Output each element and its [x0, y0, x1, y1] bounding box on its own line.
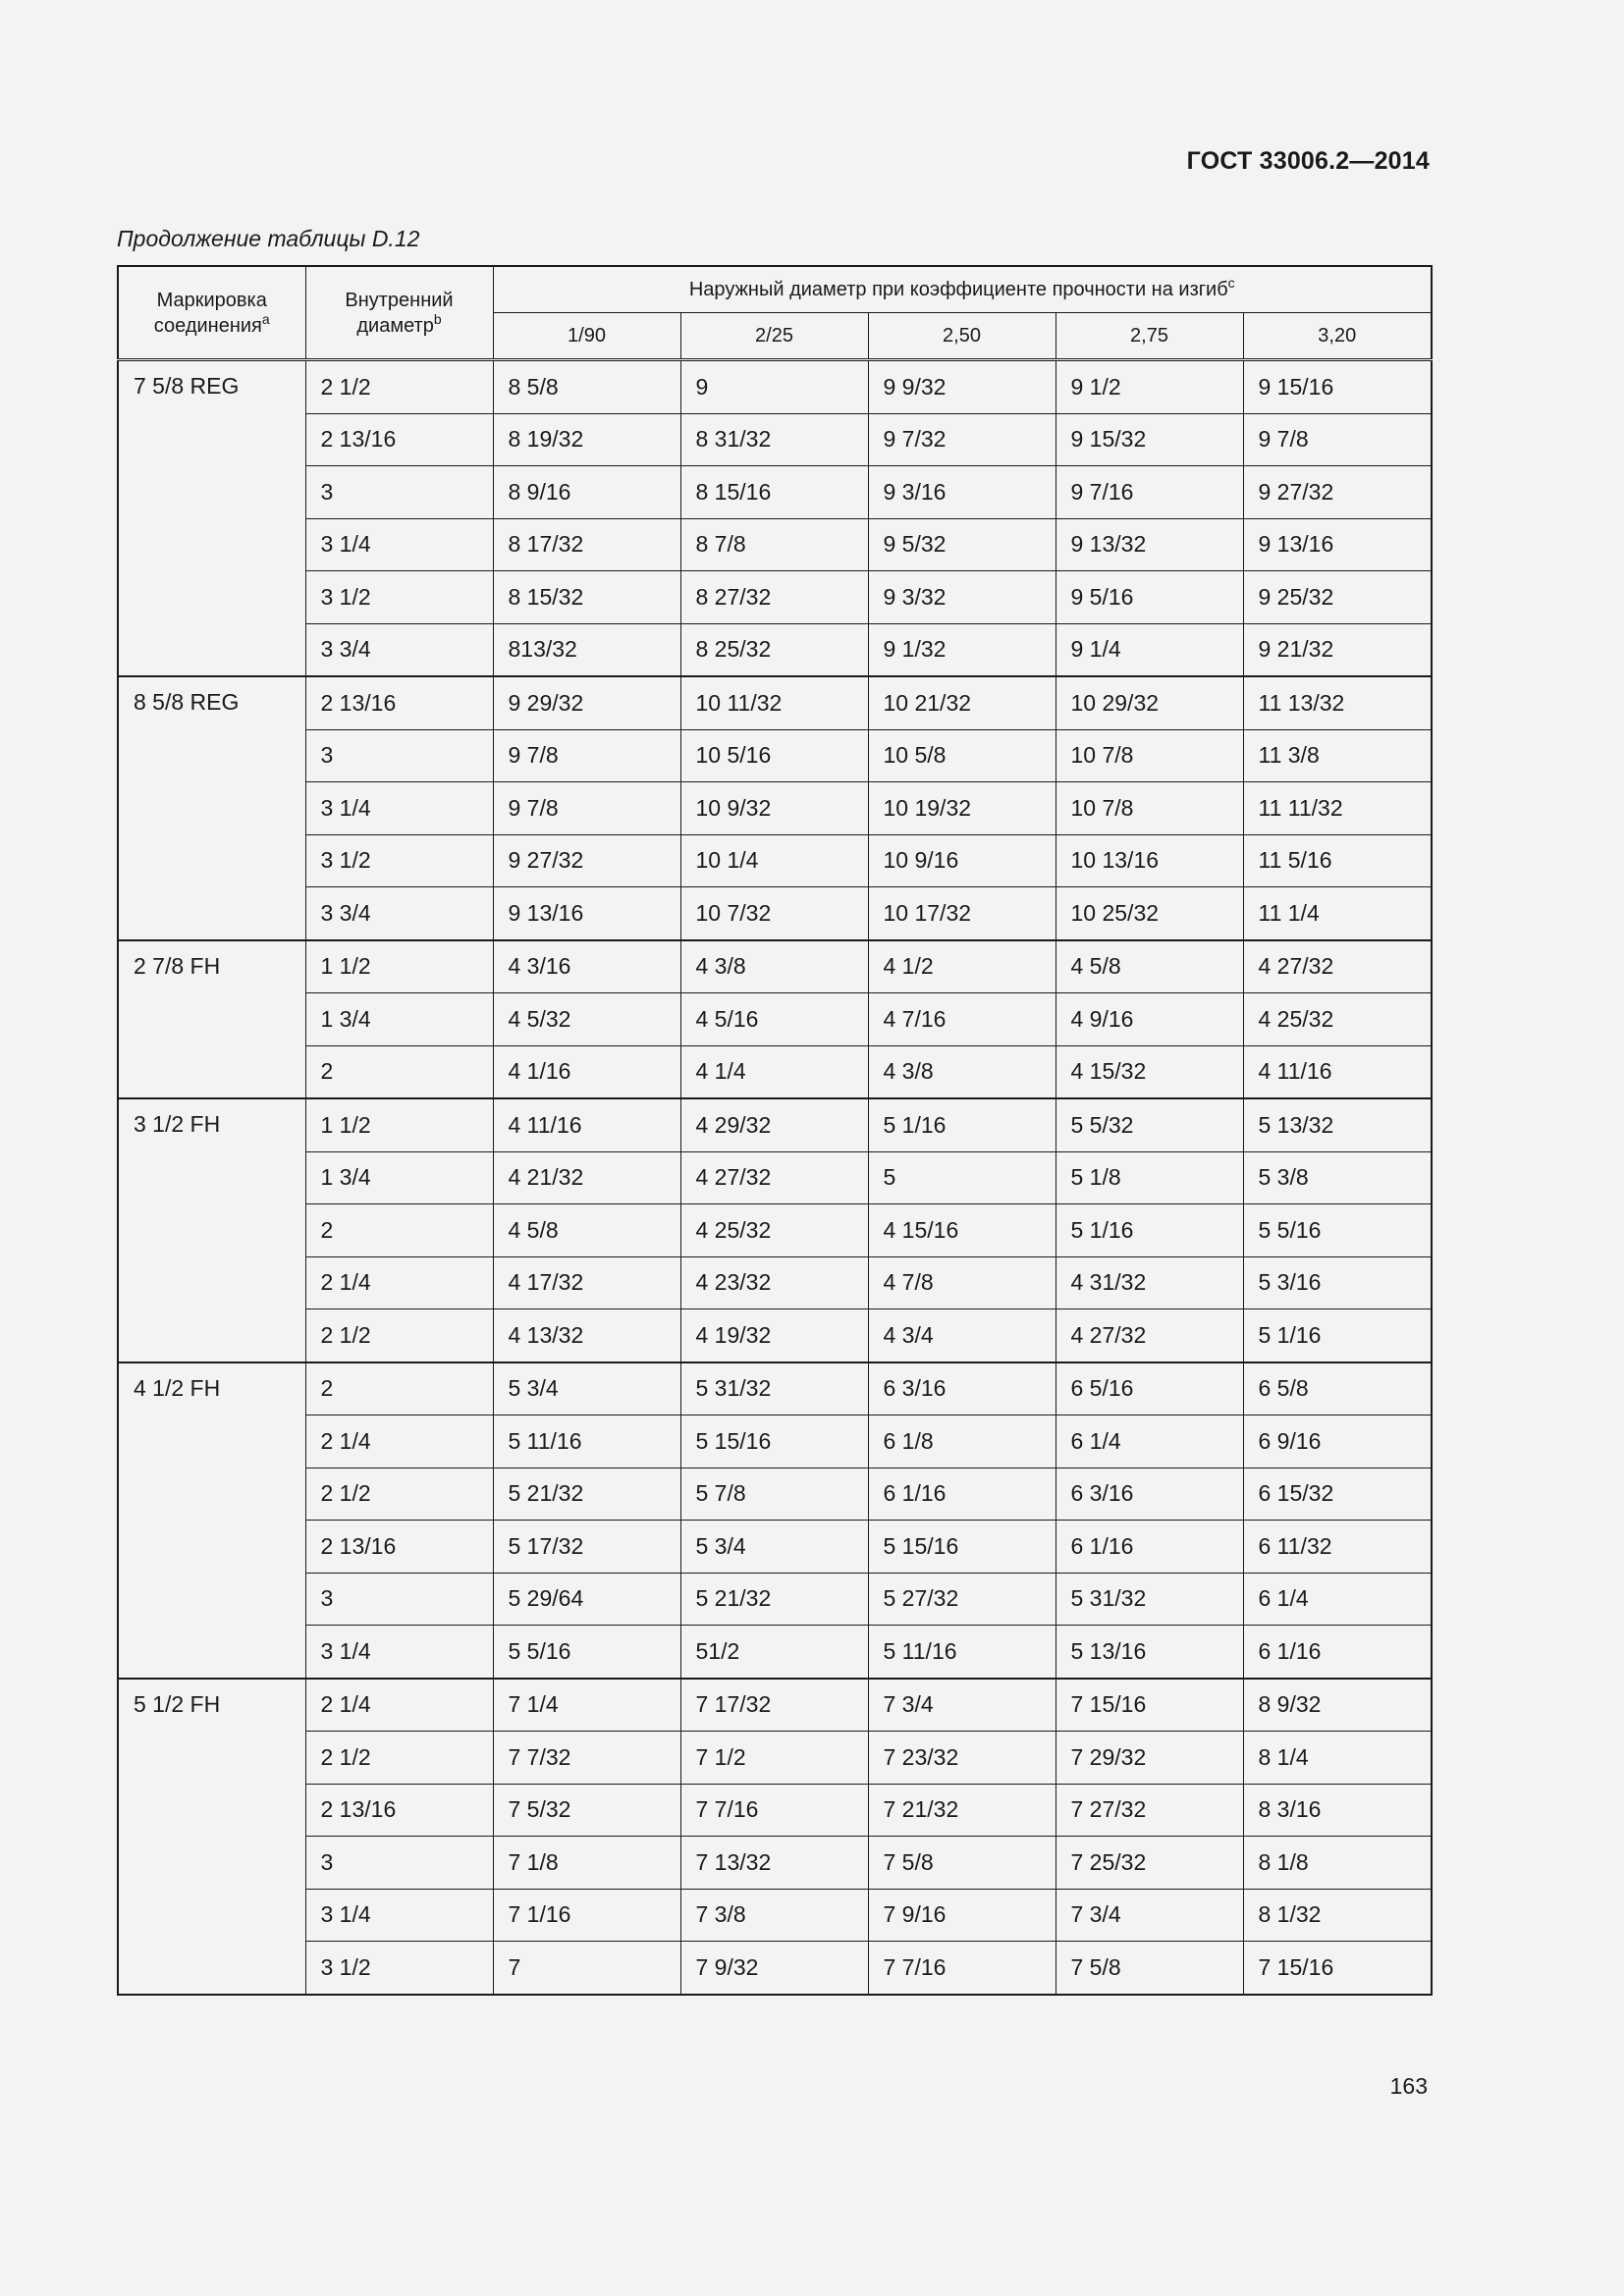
table-row [118, 676, 1432, 729]
outer-diameter-cell: 9 27/32 [1243, 466, 1432, 519]
inner-diameter-cell: 2 1/4 [305, 1256, 493, 1309]
outer-diameter-cell: 6 1/16 [1243, 1626, 1432, 1679]
outer-diameter-cell: 7 13/32 [680, 1837, 868, 1890]
inner-diameter-cell: 2 1/2 [305, 1309, 493, 1362]
outer-diameter-cell: 10 19/32 [868, 782, 1056, 835]
outer-diameter-cell: 4 5/8 [1056, 940, 1243, 993]
outer-diameter-cell: 8 1/4 [1243, 1732, 1432, 1785]
col-header-outer-diameter [493, 266, 1432, 313]
outer-diameter-cell: 7 3/4 [1056, 1889, 1243, 1942]
table-row [118, 729, 1432, 782]
inner-diameter-cell: 3 1/4 [305, 1626, 493, 1679]
table-row [118, 1626, 1432, 1679]
table-row [118, 413, 1432, 466]
outer-diameter-cell: 8 17/32 [493, 518, 680, 571]
outer-diameter-cell: 4 27/32 [680, 1151, 868, 1204]
outer-diameter-cell: 11 5/16 [1243, 834, 1432, 887]
outer-diameter-cell: 4 5/32 [493, 993, 680, 1046]
inner-diameter-cell: 2 13/16 [305, 1784, 493, 1837]
outer-diameter-cell: 5 21/32 [493, 1468, 680, 1521]
outer-diameter-cell: 9 13/16 [1243, 518, 1432, 571]
outer-diameter-cell: 11 1/4 [1243, 887, 1432, 940]
outer-diameter-cell: 5 17/32 [493, 1521, 680, 1574]
table-row [118, 518, 1432, 571]
outer-diameter-cell: 6 1/16 [868, 1468, 1056, 1521]
outer-diameter-cell: 7 21/32 [868, 1784, 1056, 1837]
outer-diameter-cell: 10 13/16 [1056, 834, 1243, 887]
outer-diameter-cell: 7 3/8 [680, 1889, 868, 1942]
outer-diameter-cell: 7 23/32 [868, 1732, 1056, 1785]
footnote-mark: c [1227, 275, 1235, 291]
table-row [118, 1784, 1432, 1837]
outer-diameter-cell: 6 1/4 [1056, 1415, 1243, 1468]
inner-diameter-cell: 3 1/4 [305, 782, 493, 835]
table-row [118, 940, 1432, 993]
outer-diameter-cell: 5 5/32 [1056, 1098, 1243, 1151]
outer-diameter-cell: 5 [868, 1151, 1056, 1204]
outer-diameter-cell: 7 1/4 [493, 1679, 680, 1732]
outer-diameter-cell: 5 11/16 [493, 1415, 680, 1468]
outer-diameter-cell: 7 7/16 [868, 1942, 1056, 1995]
col-header-inner-diameter [305, 266, 493, 360]
table-row [118, 1837, 1432, 1890]
inner-diameter-cell: 1 1/2 [305, 940, 493, 993]
table-row [118, 1415, 1432, 1468]
outer-diameter-cell: 7 3/4 [868, 1679, 1056, 1732]
outer-diameter-cell: 10 5/16 [680, 729, 868, 782]
outer-diameter-cell: 6 1/4 [1243, 1573, 1432, 1626]
outer-diameter-cell: 7 1/16 [493, 1889, 680, 1942]
outer-diameter-cell: 5 3/16 [1243, 1256, 1432, 1309]
outer-diameter-cell: 11 3/8 [1243, 729, 1432, 782]
outer-diameter-cell: 5 1/8 [1056, 1151, 1243, 1204]
outer-diameter-cell: 9 15/32 [1056, 413, 1243, 466]
inner-diameter-cell: 3 3/4 [305, 887, 493, 940]
table-row [118, 1045, 1432, 1098]
outer-diameter-cell: 5 11/16 [868, 1626, 1056, 1679]
outer-diameter-cell: 6 1/16 [1056, 1521, 1243, 1574]
table-row [118, 993, 1432, 1046]
table-header [118, 266, 1432, 360]
outer-diameter-cell: 7 5/32 [493, 1784, 680, 1837]
outer-diameter-cell: 10 5/8 [868, 729, 1056, 782]
outer-diameter-cell: 6 11/32 [1243, 1521, 1432, 1574]
outer-diameter-cell: 9 7/8 [493, 782, 680, 835]
connection-marking-cell: 4 1/2 FH [118, 1362, 305, 1679]
outer-diameter-cell: 4 3/8 [680, 940, 868, 993]
outer-diameter-cell: 4 11/16 [493, 1098, 680, 1151]
outer-diameter-cell: 10 21/32 [868, 676, 1056, 729]
connection-marking-cell: 8 5/8 REG [118, 676, 305, 940]
outer-diameter-cell: 9 5/32 [868, 518, 1056, 571]
outer-diameter-cell: 8 25/32 [680, 623, 868, 676]
outer-diameter-cell: 11 13/32 [1243, 676, 1432, 729]
inner-diameter-cell: 3 3/4 [305, 623, 493, 676]
data-table [117, 265, 1433, 1996]
outer-diameter-cell: 5 1/16 [1056, 1204, 1243, 1257]
outer-diameter-cell: 5 1/16 [868, 1098, 1056, 1151]
outer-diameter-cell: 7 7/16 [680, 1784, 868, 1837]
outer-diameter-cell: 5 3/4 [680, 1521, 868, 1574]
inner-diameter-cell: 2 1/2 [305, 360, 493, 414]
outer-diameter-cell: 4 1/4 [680, 1045, 868, 1098]
outer-diameter-cell: 5 1/16 [1243, 1309, 1432, 1362]
outer-diameter-cell: 9 25/32 [1243, 571, 1432, 624]
inner-diameter-cell: 2 1/2 [305, 1732, 493, 1785]
outer-diameter-cell: 4 15/16 [868, 1204, 1056, 1257]
outer-diameter-cell: 10 9/16 [868, 834, 1056, 887]
table-body [118, 360, 1432, 1995]
outer-diameter-cell: 7 1/8 [493, 1837, 680, 1890]
table-row [118, 1309, 1432, 1362]
col-header-marking-text: Маркировка соединения [153, 289, 267, 337]
inner-diameter-cell: 1 3/4 [305, 993, 493, 1046]
outer-diameter-cell: 10 29/32 [1056, 676, 1243, 729]
outer-diameter-cell: 8 9/16 [493, 466, 680, 519]
table-row [118, 1573, 1432, 1626]
outer-diameter-cell: 5 27/32 [868, 1573, 1056, 1626]
inner-diameter-cell: 3 [305, 1573, 493, 1626]
outer-diameter-cell: 8 5/8 [493, 360, 680, 414]
col-header-inner-text: Внутренний диаметр [345, 289, 454, 337]
table-row [118, 1098, 1432, 1151]
outer-diameter-cell: 6 3/16 [868, 1362, 1056, 1415]
table-row [118, 834, 1432, 887]
outer-diameter-cell: 5 31/32 [680, 1362, 868, 1415]
outer-diameter-cell: 7 9/16 [868, 1889, 1056, 1942]
inner-diameter-cell: 3 1/4 [305, 1889, 493, 1942]
outer-diameter-cell: 4 31/32 [1056, 1256, 1243, 1309]
inner-diameter-cell: 3 1/4 [305, 518, 493, 571]
outer-diameter-cell: 9 [680, 360, 868, 414]
outer-diameter-cell: 7 5/8 [1056, 1942, 1243, 1995]
col-header-factor: 2,75 [1056, 313, 1243, 360]
outer-diameter-cell: 10 25/32 [1056, 887, 1243, 940]
outer-diameter-cell: 6 15/32 [1243, 1468, 1432, 1521]
outer-diameter-cell: 7 5/8 [868, 1837, 1056, 1890]
outer-diameter-cell: 4 7/16 [868, 993, 1056, 1046]
outer-diameter-cell: 7 27/32 [1056, 1784, 1243, 1837]
outer-diameter-cell: 9 29/32 [493, 676, 680, 729]
table-row [118, 887, 1432, 940]
outer-diameter-cell: 4 3/4 [868, 1309, 1056, 1362]
connection-marking-cell: 5 1/2 FH [118, 1679, 305, 1995]
connection-marking-cell: 7 5/8 REG [118, 360, 305, 677]
outer-diameter-cell: 9 13/32 [1056, 518, 1243, 571]
outer-diameter-cell: 8 1/8 [1243, 1837, 1432, 1890]
outer-diameter-cell: 8 1/32 [1243, 1889, 1432, 1942]
outer-diameter-cell: 4 5/8 [493, 1204, 680, 1257]
inner-diameter-cell: 2 [305, 1204, 493, 1257]
outer-diameter-cell: 10 11/32 [680, 676, 868, 729]
outer-diameter-cell: 8 15/32 [493, 571, 680, 624]
outer-diameter-cell: 9 1/32 [868, 623, 1056, 676]
outer-diameter-cell: 5 15/16 [868, 1521, 1056, 1574]
outer-diameter-cell: 5 31/32 [1056, 1573, 1243, 1626]
outer-diameter-cell: 10 7/32 [680, 887, 868, 940]
outer-diameter-cell: 4 27/32 [1056, 1309, 1243, 1362]
outer-diameter-cell: 9 1/2 [1056, 360, 1243, 414]
outer-diameter-cell: 813/32 [493, 623, 680, 676]
inner-diameter-cell: 2 1/2 [305, 1468, 493, 1521]
table-row [118, 1468, 1432, 1521]
outer-diameter-cell: 9 1/4 [1056, 623, 1243, 676]
table-caption: Продолжение таблицы D.12 [117, 226, 420, 251]
connection-marking-cell: 2 7/8 FH [118, 940, 305, 1099]
table-row [118, 623, 1432, 676]
outer-diameter-cell: 7 1/2 [680, 1732, 868, 1785]
outer-diameter-cell: 9 9/32 [868, 360, 1056, 414]
table-row [118, 1732, 1432, 1785]
outer-diameter-cell: 5 5/16 [493, 1626, 680, 1679]
outer-diameter-cell: 4 27/32 [1243, 940, 1432, 993]
outer-diameter-cell: 10 17/32 [868, 887, 1056, 940]
col-header-outer-text: Наружный диаметр при коэффициенте прочности на изгиб [688, 279, 1228, 300]
outer-diameter-cell: 4 29/32 [680, 1098, 868, 1151]
col-header-factor: 3,20 [1243, 313, 1432, 360]
outer-diameter-cell: 4 3/16 [493, 940, 680, 993]
col-header-factor: 2,50 [868, 313, 1056, 360]
outer-diameter-cell: 9 13/16 [493, 887, 680, 940]
outer-diameter-cell: 6 1/8 [868, 1415, 1056, 1468]
page-number: 163 [1389, 2073, 1428, 2099]
table-row [118, 1521, 1432, 1574]
outer-diameter-cell: 8 7/8 [680, 518, 868, 571]
table-row [118, 1942, 1432, 1995]
outer-diameter-cell: 7 25/32 [1056, 1837, 1243, 1890]
table-row [118, 1204, 1432, 1257]
outer-diameter-cell: 6 5/16 [1056, 1362, 1243, 1415]
inner-diameter-cell: 2 13/16 [305, 413, 493, 466]
inner-diameter-cell: 3 1/2 [305, 1942, 493, 1995]
table-row [118, 571, 1432, 624]
outer-diameter-cell: 7 17/32 [680, 1679, 868, 1732]
outer-diameter-cell: 6 3/16 [1056, 1468, 1243, 1521]
table-row [118, 466, 1432, 519]
outer-diameter-cell: 8 27/32 [680, 571, 868, 624]
inner-diameter-cell: 2 13/16 [305, 1521, 493, 1574]
outer-diameter-cell: 8 19/32 [493, 413, 680, 466]
outer-diameter-cell: 9 7/32 [868, 413, 1056, 466]
outer-diameter-cell: 9 7/16 [1056, 466, 1243, 519]
outer-diameter-cell: 4 7/8 [868, 1256, 1056, 1309]
table-row [118, 1256, 1432, 1309]
outer-diameter-cell: 9 27/32 [493, 834, 680, 887]
outer-diameter-cell: 9 7/8 [493, 729, 680, 782]
table-row [118, 360, 1432, 414]
outer-diameter-cell: 5 13/32 [1243, 1098, 1432, 1151]
inner-diameter-cell: 2 [305, 1045, 493, 1098]
outer-diameter-cell: 4 1/2 [868, 940, 1056, 993]
outer-diameter-cell: 8 15/16 [680, 466, 868, 519]
table-row [118, 1889, 1432, 1942]
outer-diameter-cell: 4 25/32 [1243, 993, 1432, 1046]
outer-diameter-cell: 7 29/32 [1056, 1732, 1243, 1785]
outer-diameter-cell: 7 15/16 [1243, 1942, 1432, 1995]
inner-diameter-cell: 2 1/4 [305, 1679, 493, 1732]
outer-diameter-cell: 5 21/32 [680, 1573, 868, 1626]
footnote-mark: b [433, 310, 442, 327]
outer-diameter-cell: 6 9/16 [1243, 1415, 1432, 1468]
outer-diameter-cell: 9 3/16 [868, 466, 1056, 519]
footnote-mark: a [261, 310, 270, 327]
col-header-factor: 2/25 [680, 313, 868, 360]
inner-diameter-cell: 3 1/2 [305, 834, 493, 887]
inner-diameter-cell: 1 1/2 [305, 1098, 493, 1151]
outer-diameter-cell: 7 [493, 1942, 680, 1995]
outer-diameter-cell: 4 11/16 [1243, 1045, 1432, 1098]
inner-diameter-cell: 3 [305, 1837, 493, 1890]
outer-diameter-cell: 51/2 [680, 1626, 868, 1679]
outer-diameter-cell: 9 3/32 [868, 571, 1056, 624]
connection-marking-cell: 3 1/2 FH [118, 1098, 305, 1362]
outer-diameter-cell: 9 5/16 [1056, 571, 1243, 624]
outer-diameter-cell: 5 7/8 [680, 1468, 868, 1521]
outer-diameter-cell: 4 13/32 [493, 1309, 680, 1362]
outer-diameter-cell: 10 7/8 [1056, 782, 1243, 835]
outer-diameter-cell: 4 19/32 [680, 1309, 868, 1362]
outer-diameter-cell: 4 5/16 [680, 993, 868, 1046]
document-code: ГОСТ 33006.2—2014 [1186, 147, 1430, 175]
inner-diameter-cell: 3 [305, 729, 493, 782]
outer-diameter-cell: 4 1/16 [493, 1045, 680, 1098]
outer-diameter-cell: 4 25/32 [680, 1204, 868, 1257]
outer-diameter-cell: 5 5/16 [1243, 1204, 1432, 1257]
outer-diameter-cell: 5 3/4 [493, 1362, 680, 1415]
outer-diameter-cell: 7 15/16 [1056, 1679, 1243, 1732]
outer-diameter-cell: 4 17/32 [493, 1256, 680, 1309]
outer-diameter-cell: 10 9/32 [680, 782, 868, 835]
outer-diameter-cell: 4 9/16 [1056, 993, 1243, 1046]
outer-diameter-cell: 4 23/32 [680, 1256, 868, 1309]
outer-diameter-cell: 8 3/16 [1243, 1784, 1432, 1837]
outer-diameter-cell: 5 29/64 [493, 1573, 680, 1626]
inner-diameter-cell: 2 [305, 1362, 493, 1415]
outer-diameter-cell: 5 13/16 [1056, 1626, 1243, 1679]
col-header-factor: 1/90 [493, 313, 680, 360]
inner-diameter-cell: 3 [305, 466, 493, 519]
outer-diameter-cell: 4 15/32 [1056, 1045, 1243, 1098]
table-row [118, 782, 1432, 835]
inner-diameter-cell: 2 1/4 [305, 1415, 493, 1468]
table-row [118, 1151, 1432, 1204]
table-row [118, 1679, 1432, 1732]
inner-diameter-cell: 1 3/4 [305, 1151, 493, 1204]
col-header-marking [118, 266, 305, 360]
outer-diameter-cell: 4 3/8 [868, 1045, 1056, 1098]
outer-diameter-cell: 7 9/32 [680, 1942, 868, 1995]
outer-diameter-cell: 4 21/32 [493, 1151, 680, 1204]
outer-diameter-cell: 9 7/8 [1243, 413, 1432, 466]
outer-diameter-cell: 5 3/8 [1243, 1151, 1432, 1204]
outer-diameter-cell: 9 15/16 [1243, 360, 1432, 414]
inner-diameter-cell: 3 1/2 [305, 571, 493, 624]
inner-diameter-cell: 2 13/16 [305, 676, 493, 729]
outer-diameter-cell: 5 15/16 [680, 1415, 868, 1468]
outer-diameter-cell: 10 1/4 [680, 834, 868, 887]
outer-diameter-cell: 7 7/32 [493, 1732, 680, 1785]
outer-diameter-cell: 6 5/8 [1243, 1362, 1432, 1415]
outer-diameter-cell: 10 7/8 [1056, 729, 1243, 782]
outer-diameter-cell: 8 9/32 [1243, 1679, 1432, 1732]
table-row [118, 1362, 1432, 1415]
outer-diameter-cell: 11 11/32 [1243, 782, 1432, 835]
outer-diameter-cell: 9 21/32 [1243, 623, 1432, 676]
outer-diameter-cell: 8 31/32 [680, 413, 868, 466]
